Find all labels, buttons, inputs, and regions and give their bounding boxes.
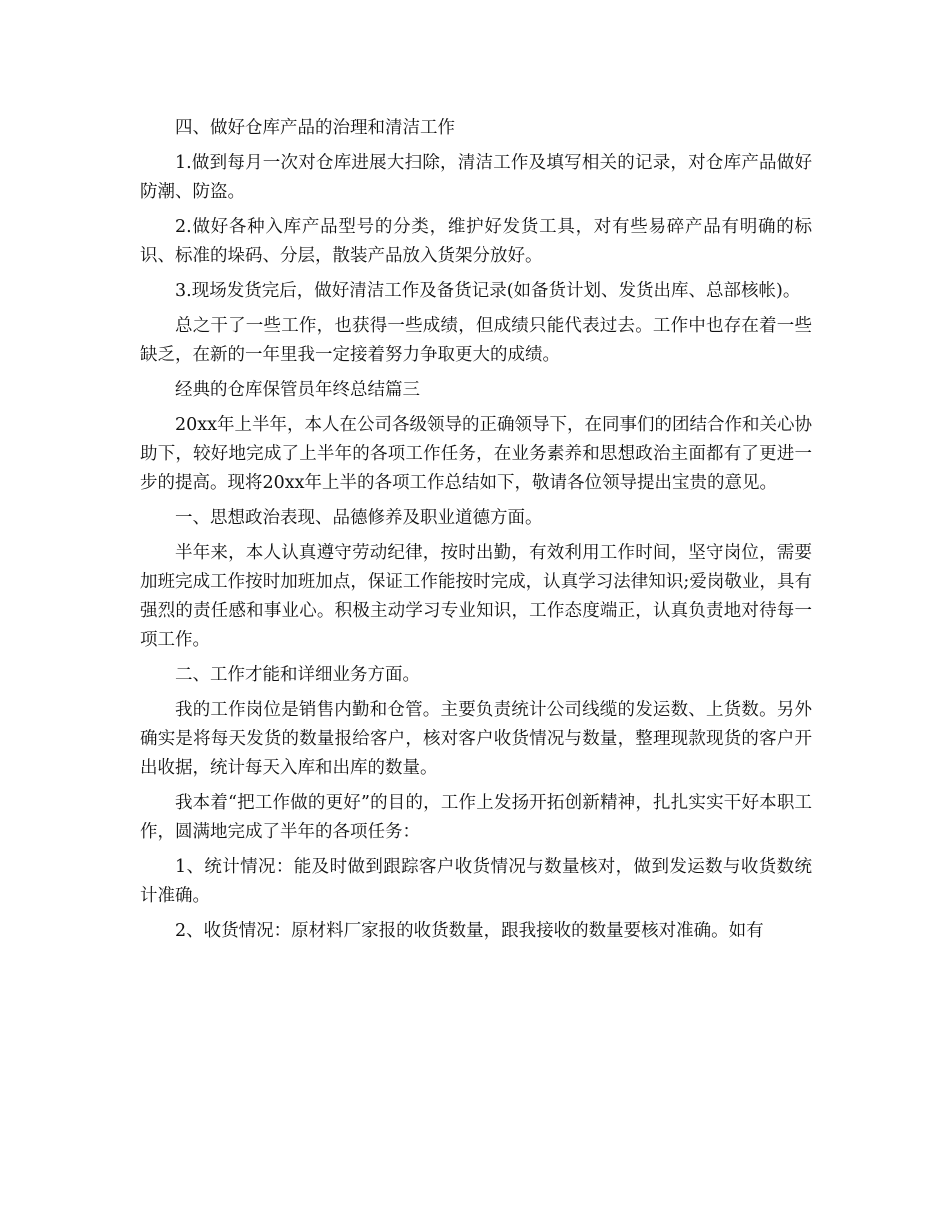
- paragraph-item-1: 1.做到每月一次对仓库进展大扫除，清洁工作及填写相关的记录，对仓库产品做好防潮、防盗。: [140, 153, 812, 202]
- paragraph-goal: 我本着“把工作做的更好”的目的，工作上发扬开拓创新精神，扎扎实实干好本职工作，圆满地完成了半年的各项任务：: [140, 793, 812, 842]
- section-heading-4: 四、做好仓库产品的治理和清洁工作: [175, 118, 455, 138]
- article-title: 经典的仓库保管员年终总结篇三: [175, 380, 420, 400]
- paragraph-duties: 我的工作岗位是销售内勤和仓管。主要负责统计公司线缆的发运数、上货数。另外确实是将每天发货的数量报给客户，核对客户收货情况与数量，整理现款现货的客户开出收据，统计每天入库和出库的数量。: [140, 700, 812, 778]
- paragraph-conduct: 半年来，本人认真遵守劳动纪律，按时出勤，有效利用工作时间，坚守岗位，需要加班完成工作按时加班加点，保证工作能按时完成，认真学习法律知识;爱岗敬业，具有强烈的责任感和事业心。积极主动学习专业知识，工作态度端正，认真负责地对待每一项工作。: [140, 543, 812, 650]
- paragraph-summary: 总之干了一些工作，也获得一些成绩，但成绩只能代表过去。工作中也存在着一些缺乏，在新的一年里我一定接着努力争取更大的成绩。: [140, 316, 812, 365]
- paragraph-receiving: 2、收货情况：原材料厂家报的收货数量，跟我接收的数量要核对准确。如有: [175, 921, 764, 941]
- paragraph-statistics: 1、统计情况：能及时做到跟踪客户收货情况与数量核对，做到发运数与收货数统计准确。: [140, 857, 812, 906]
- paragraph-intro: 20xx年上半年，本人在公司各级领导的正确领导下，在同事们的团结合作和关心协助下，较好地完成了上半年的各项工作任务，在业务素养和思想政治主面都有了更进一步的提高。现将20xx年上半的各项工作总结如下，敬请各位领导提出宝贵的意见。: [140, 415, 813, 493]
- document-body: [140, 114, 812, 946]
- paragraph-item-3: 3.现场发货完后，做好清洁工作及备货记录(如备货计划、发货出库、总部核帐)。: [175, 281, 801, 301]
- section-heading-1: 一、思想政治表现、品德修养及职业道德方面。: [175, 508, 543, 528]
- paragraph-item-2: 2.做好各种入库产品型号的分类，维护好发货工具，对有些易碎产品有明确的标识、标准的垛码、分层，散装产品放入货架分放好。: [140, 217, 812, 266]
- section-heading-2: 二、工作才能和详细业务方面。: [175, 665, 420, 685]
